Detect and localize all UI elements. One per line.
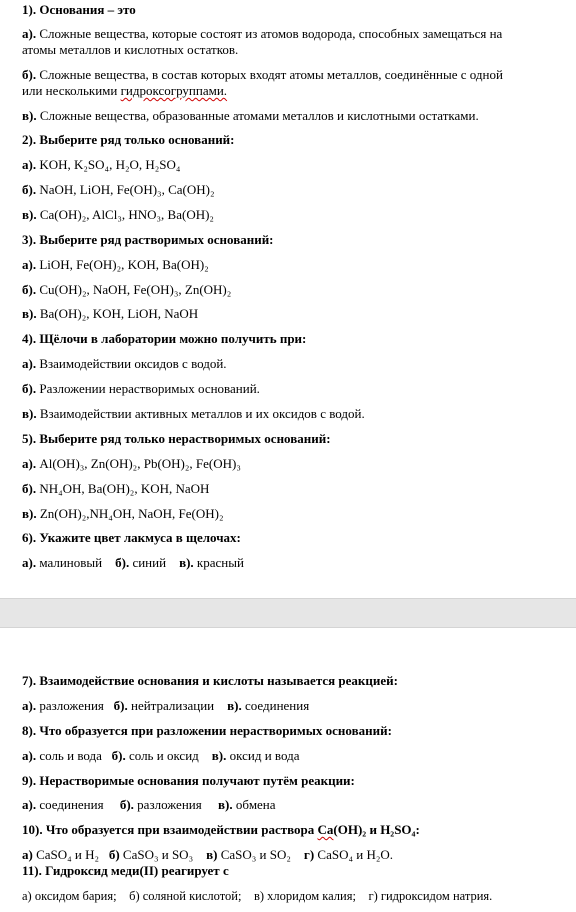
question-11-options — [22, 889, 492, 904]
option-text: оксид и вода — [229, 748, 300, 763]
option-text: CaSO₄ и H₂ — [36, 847, 100, 862]
option-text: или несколькими — [22, 83, 121, 98]
question-1-option-a-cont: атомы металлов и кислотных остатков. — [22, 42, 239, 57]
option-text: NH₄OH, Ba(OH)₂, KOH, NaOH — [39, 481, 210, 496]
question-1-option-c — [22, 108, 479, 123]
option-marker: а). — [22, 698, 37, 713]
question-4-title: 4). Щёлочи в лаборатории можно получить при: — [22, 331, 307, 346]
option-text: CaSO₃ и SO₃ — [122, 847, 194, 862]
option-text: хлоридом калия; — [267, 889, 356, 903]
question-1-option-b-cont — [22, 83, 227, 98]
option-marker: а). — [22, 748, 37, 763]
option-marker: в). — [211, 748, 227, 763]
option-marker: а). — [22, 555, 37, 570]
title-text: (OH)₂ и H₂SO₄: — [333, 822, 420, 837]
option-text: Zn(OH)₂,NH₄OH, NaOH, Fe(OH)₂ — [39, 506, 224, 521]
spellcheck-word: гидроксогруппами. — [120, 83, 228, 98]
option-marker: в). — [22, 207, 37, 222]
spellcheck-word: Ca — [317, 822, 334, 837]
option-marker: г) — [303, 847, 315, 862]
option-text: Cu(OH)₂, NaOH, Fe(OH)₃, Zn(OH)₂ — [39, 282, 232, 297]
option-text: Сложные вещества, которые состоят из атомов водорода, способных замещаться на — [36, 26, 503, 41]
option-marker: а). — [22, 797, 37, 812]
option-text: соль и оксид — [128, 748, 199, 763]
title-text: 10). Что образуется при взаимодействии раствора — [22, 822, 318, 837]
question-10-options — [22, 847, 393, 862]
question-1-title: 1). Основания – это — [22, 2, 136, 17]
option-text: LiOH, Fe(OH)₂, KOH, Ba(OH)₂ — [39, 257, 209, 272]
question-4-option-c — [22, 406, 365, 421]
option-marker: в). — [227, 698, 242, 713]
question-11-title: 11). Гидроксид меди(II) реагирует с — [22, 863, 229, 878]
question-7-options — [22, 698, 309, 713]
option-marker: в) — [253, 889, 265, 903]
option-marker: б). — [22, 67, 37, 82]
option-text: KOH, K₂SO₄, H₂O, H₂SO₄ — [39, 157, 181, 172]
question-3-option-c — [22, 306, 198, 321]
option-text: оксидом бария; — [34, 889, 117, 903]
option-marker: в). — [179, 555, 194, 570]
document-page-2 — [0, 628, 576, 912]
option-marker: б). — [22, 481, 37, 496]
option-text: CaSO₄ и H₂O. — [317, 847, 394, 862]
question-5-title: 5). Выберите ряд только нерастворимых оснований: — [22, 431, 331, 446]
question-2-option-b — [22, 182, 214, 197]
page-separator — [0, 598, 576, 628]
question-3-option-b — [22, 282, 231, 297]
option-text: Ca(OH)₂, AlCl₃, HNO₃, Ba(OH)₂ — [39, 207, 214, 222]
option-text: малиновый — [39, 555, 103, 570]
question-10-title — [22, 822, 420, 837]
question-7-title: 7). Взаимодействие основания и кислоты называется реакцией: — [22, 673, 398, 688]
option-marker: в). — [217, 797, 233, 812]
option-text: соль и вода — [39, 748, 102, 763]
question-5-option-c — [22, 506, 224, 521]
option-marker: б). — [22, 282, 37, 297]
question-3-option-a — [22, 257, 209, 272]
question-2-option-c — [22, 207, 214, 222]
option-text: Разложении нерастворимых оснований. — [39, 381, 260, 396]
option-marker: б) — [108, 847, 120, 862]
question-1-option-a — [22, 26, 502, 41]
question-2-title: 2). Выберите ряд только оснований: — [22, 132, 235, 147]
option-marker: а). — [22, 456, 37, 471]
option-marker: в). — [22, 108, 37, 123]
option-marker: в). — [22, 306, 37, 321]
question-3-title: 3). Выберите ряд растворимых оснований: — [22, 232, 274, 247]
option-marker: в) — [206, 847, 218, 862]
option-marker: а) — [22, 847, 33, 862]
option-text: красный — [196, 555, 244, 570]
option-text: синий — [132, 555, 167, 570]
option-marker: б). — [113, 698, 128, 713]
option-marker: б). — [111, 748, 126, 763]
option-marker: а). — [22, 356, 37, 371]
option-text: Сложные вещества, в состав которых входят атомы металлов, соединённые с одной — [36, 67, 503, 82]
question-4-option-b — [22, 381, 260, 396]
option-text: Взаимодействии оксидов с водой. — [39, 356, 227, 371]
question-8-options — [22, 748, 300, 763]
option-text: разложения — [39, 698, 104, 713]
option-marker: а). — [22, 157, 37, 172]
option-text: Взаимодействии активных металлов и их оксидов с водой. — [39, 406, 365, 421]
option-text: NaOH, LiOH, Fe(OH)₃, Ca(OH)₂ — [39, 182, 215, 197]
question-9-title: 9). Нерастворимые основания получают путём реакции: — [22, 773, 355, 788]
option-text: Ba(OH)₂, KOH, LiOH, NaOH — [39, 306, 199, 321]
option-text: Сложные вещества, образованные атомами металлов и кислотными остатками. — [36, 108, 479, 123]
option-marker: в). — [22, 506, 37, 521]
question-8-title: 8). Что образуется при разложении нерастворимых оснований: — [22, 723, 392, 738]
option-text: соединения — [244, 698, 310, 713]
option-marker: б) — [129, 889, 140, 903]
question-9-options — [22, 797, 276, 812]
option-text: гидроксидом натрия. — [380, 889, 493, 903]
question-6-options — [22, 555, 244, 570]
option-text: обмена — [235, 797, 276, 812]
option-marker: г) — [368, 889, 378, 903]
option-text: разложения — [137, 797, 202, 812]
option-marker: б). — [22, 182, 37, 197]
option-text: соединения — [39, 797, 104, 812]
question-5-option-a — [22, 456, 241, 471]
option-marker: б). — [119, 797, 134, 812]
option-marker: б). — [115, 555, 130, 570]
option-marker: б). — [22, 381, 37, 396]
option-text: нейтрализации — [130, 698, 215, 713]
option-text: Al(OH)₃, Zn(OH)₂, Pb(OH)₂, Fe(OH)₃ — [39, 456, 241, 471]
question-4-option-a — [22, 356, 227, 371]
option-text: соляной кислотой; — [142, 889, 242, 903]
option-marker: а) — [22, 889, 32, 903]
option-text: CaSO₃ и SO₂ — [220, 847, 291, 862]
question-1-option-b — [22, 67, 503, 82]
option-marker: а). — [22, 26, 37, 41]
option-marker: в). — [22, 406, 37, 421]
question-6-title: 6). Укажите цвет лакмуса в щелочах: — [22, 530, 241, 545]
question-5-option-b — [22, 481, 209, 496]
question-2-option-a — [22, 157, 180, 172]
option-marker: а). — [22, 257, 37, 272]
